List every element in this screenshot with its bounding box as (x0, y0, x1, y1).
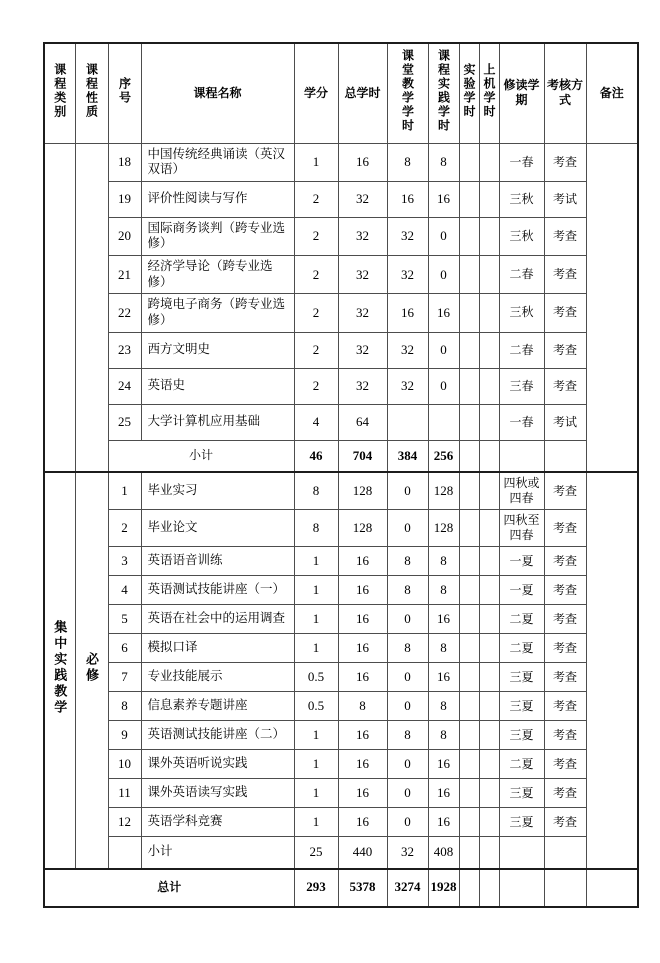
computer-hours-cell (479, 143, 499, 181)
classroom-hours-cell: 0 (387, 808, 428, 837)
total-hours-cell: 128 (338, 510, 387, 547)
computer-hours-cell (479, 472, 499, 510)
header-assessment: 考核方式 (544, 43, 586, 143)
credits-cell: 0.5 (294, 663, 338, 692)
practice-hours-cell: 8 (428, 692, 459, 721)
experiment-hours-cell (459, 837, 479, 869)
course-name-cell: 英语学科竞赛 (141, 808, 294, 837)
experiment-hours-cell (459, 869, 479, 907)
computer-hours-cell (479, 217, 499, 255)
header-credits: 学分 (294, 43, 338, 143)
course-row (44, 663, 638, 692)
course-name-cell: 毕业实习 (141, 472, 294, 510)
course-name-cell: 课外英语听说实践 (141, 750, 294, 779)
total-hours-cell: 16 (338, 721, 387, 750)
classroom-hours-cell: 0 (387, 692, 428, 721)
total-hours-cell: 16 (338, 779, 387, 808)
assessment-cell (544, 440, 586, 472)
header-practice-hours-label: 课程实践学时 (436, 49, 451, 134)
assessment-cell: 考查 (544, 808, 586, 837)
course-name-cell: 课外英语读写实践 (141, 779, 294, 808)
seq-cell: 24 (108, 368, 141, 404)
grand-total-total-hours-cell: 5378 (338, 869, 387, 907)
seq-cell: 9 (108, 721, 141, 750)
semester-cell: 二夏 (499, 634, 544, 663)
category-cell (44, 143, 75, 472)
credits-cell: 1 (294, 779, 338, 808)
semester-cell: 三夏 (499, 721, 544, 750)
semester-cell: 二春 (499, 256, 544, 294)
credits-cell: 1 (294, 634, 338, 663)
computer-hours-cell (479, 547, 499, 576)
computer-hours-cell (479, 440, 499, 472)
practice-hours-cell: 16 (428, 750, 459, 779)
seq-cell (108, 837, 141, 869)
practice-hours-cell: 16 (428, 181, 459, 217)
practice-hours-cell: 128 (428, 510, 459, 547)
assessment-cell: 考查 (544, 217, 586, 255)
practice-hours-cell: 16 (428, 779, 459, 808)
computer-hours-cell (479, 808, 499, 837)
practice-hours-cell: 16 (428, 663, 459, 692)
nature-cell (75, 143, 108, 472)
seq-cell: 10 (108, 750, 141, 779)
header-total-hours: 总学时 (338, 43, 387, 143)
practice-hours-cell: 16 (428, 294, 459, 332)
credits-cell: 2 (294, 368, 338, 404)
course-name-cell: 信息素养专题讲座 (141, 692, 294, 721)
seq-cell: 12 (108, 808, 141, 837)
computer-hours-cell (479, 332, 499, 368)
classroom-hours-cell: 0 (387, 510, 428, 547)
subtotal-label-cell: 小计 (108, 440, 294, 472)
course-row (44, 294, 638, 332)
semester-cell: 二春 (499, 332, 544, 368)
course-row (44, 605, 638, 634)
assessment-cell: 考查 (544, 294, 586, 332)
grand-total-credits-cell: 293 (294, 869, 338, 907)
table-body (44, 143, 638, 907)
semester-cell: 三夏 (499, 692, 544, 721)
header-practice-hours (428, 43, 459, 143)
header-row (44, 43, 638, 143)
credits-cell: 2 (294, 256, 338, 294)
course-name-cell: 英语测试技能讲座（二） (141, 721, 294, 750)
course-row (44, 750, 638, 779)
header-seq-label: 序号 (117, 77, 132, 106)
header-course-nature-label: 课程性质 (84, 63, 99, 120)
header-seq (108, 43, 141, 143)
course-row (44, 779, 638, 808)
grand-total-row (44, 869, 638, 907)
practice-hours-cell: 0 (428, 217, 459, 255)
computer-hours-cell (479, 721, 499, 750)
experiment-hours-cell (459, 143, 479, 181)
total-hours-cell: 32 (338, 294, 387, 332)
course-row (44, 181, 638, 217)
course-name-cell: 模拟口译 (141, 634, 294, 663)
subtotal-row (44, 440, 638, 472)
credits-cell: 1 (294, 143, 338, 181)
credits-cell: 1 (294, 808, 338, 837)
experiment-hours-cell (459, 750, 479, 779)
course-row (44, 576, 638, 605)
classroom-hours-cell (387, 404, 428, 440)
course-row (44, 404, 638, 440)
subtotal-credits-cell: 25 (294, 837, 338, 869)
course-name-cell: 专业技能展示 (141, 663, 294, 692)
assessment-cell: 考查 (544, 472, 586, 510)
subtotal-classroom-hours-cell: 384 (387, 440, 428, 472)
experiment-hours-cell (459, 692, 479, 721)
computer-hours-cell (479, 663, 499, 692)
course-name-cell: 中国传统经典诵读（英汉双语） (141, 143, 294, 181)
experiment-hours-cell (459, 181, 479, 217)
classroom-hours-cell: 8 (387, 721, 428, 750)
computer-hours-cell (479, 869, 499, 907)
total-hours-cell: 16 (338, 547, 387, 576)
assessment-cell: 考查 (544, 576, 586, 605)
total-hours-cell: 32 (338, 368, 387, 404)
practice-hours-cell: 8 (428, 143, 459, 181)
practice-hours-cell: 16 (428, 605, 459, 634)
course-name-cell: 英语语音训练 (141, 547, 294, 576)
header-computer-hours (479, 43, 499, 143)
seq-cell: 19 (108, 181, 141, 217)
subtotal-total-hours-cell: 704 (338, 440, 387, 472)
computer-hours-cell (479, 692, 499, 721)
semester-cell: 一春 (499, 404, 544, 440)
grand-total-practice-hours-cell: 1928 (428, 869, 459, 907)
seq-cell: 21 (108, 256, 141, 294)
seq-cell: 22 (108, 294, 141, 332)
header-course-category-label: 课程类别 (52, 63, 67, 120)
assessment-cell: 考查 (544, 510, 586, 547)
total-hours-cell: 32 (338, 332, 387, 368)
classroom-hours-cell: 32 (387, 368, 428, 404)
seq-cell: 7 (108, 663, 141, 692)
semester-cell: 三夏 (499, 663, 544, 692)
course-row (44, 256, 638, 294)
computer-hours-cell (479, 576, 499, 605)
seq-cell: 23 (108, 332, 141, 368)
classroom-hours-cell: 8 (387, 143, 428, 181)
semester-cell: 四秋或四春 (499, 472, 544, 510)
seq-cell: 8 (108, 692, 141, 721)
experiment-hours-cell (459, 547, 479, 576)
classroom-hours-cell: 16 (387, 294, 428, 332)
total-hours-cell: 16 (338, 576, 387, 605)
experiment-hours-cell (459, 368, 479, 404)
computer-hours-cell (479, 368, 499, 404)
assessment-cell: 考查 (544, 663, 586, 692)
seq-cell: 25 (108, 404, 141, 440)
experiment-hours-cell (459, 472, 479, 510)
classroom-hours-cell: 8 (387, 634, 428, 663)
practice-hours-cell: 128 (428, 472, 459, 510)
semester-cell (499, 837, 544, 869)
seq-cell: 6 (108, 634, 141, 663)
course-name-cell: 英语史 (141, 368, 294, 404)
seq-cell: 11 (108, 779, 141, 808)
credits-cell: 2 (294, 294, 338, 332)
semester-cell: 一夏 (499, 576, 544, 605)
subtotal-label-cell: 小计 (141, 837, 294, 869)
seq-cell: 4 (108, 576, 141, 605)
subtotal-practice-hours-cell: 256 (428, 440, 459, 472)
classroom-hours-cell: 8 (387, 547, 428, 576)
practice-hours-cell: 8 (428, 721, 459, 750)
computer-hours-cell (479, 404, 499, 440)
credits-cell: 2 (294, 332, 338, 368)
credits-cell: 1 (294, 605, 338, 634)
practice-hours-cell: 0 (428, 368, 459, 404)
semester-cell: 四秋至四春 (499, 510, 544, 547)
assessment-cell: 考查 (544, 256, 586, 294)
header-classroom-hours (387, 43, 428, 143)
course-row (44, 721, 638, 750)
seq-cell: 5 (108, 605, 141, 634)
practice-hours-cell (428, 404, 459, 440)
semester-cell: 二夏 (499, 605, 544, 634)
seq-cell: 20 (108, 217, 141, 255)
header-experiment-hours (459, 43, 479, 143)
computer-hours-cell (479, 181, 499, 217)
subtotal-row (44, 837, 638, 869)
total-hours-cell: 16 (338, 634, 387, 663)
experiment-hours-cell (459, 294, 479, 332)
semester-cell: 二夏 (499, 750, 544, 779)
classroom-hours-cell: 0 (387, 663, 428, 692)
semester-cell: 三夏 (499, 779, 544, 808)
semester-cell: 一夏 (499, 547, 544, 576)
seq-cell: 1 (108, 472, 141, 510)
header-course-category (44, 43, 75, 143)
experiment-hours-cell (459, 721, 479, 750)
total-hours-cell: 64 (338, 404, 387, 440)
semester-cell: 三秋 (499, 217, 544, 255)
course-row (44, 368, 638, 404)
assessment-cell: 考查 (544, 547, 586, 576)
total-hours-cell: 16 (338, 808, 387, 837)
assessment-cell (544, 869, 586, 907)
classroom-hours-cell: 8 (387, 576, 428, 605)
practice-hours-cell: 16 (428, 808, 459, 837)
course-name-cell: 跨境电子商务（跨专业选修） (141, 294, 294, 332)
course-row (44, 692, 638, 721)
remarks-cell (586, 472, 638, 869)
total-hours-cell: 128 (338, 472, 387, 510)
computer-hours-cell (479, 837, 499, 869)
assessment-cell: 考查 (544, 692, 586, 721)
semester-cell (499, 440, 544, 472)
credits-cell: 1 (294, 750, 338, 779)
credits-cell: 8 (294, 510, 338, 547)
classroom-hours-cell: 0 (387, 472, 428, 510)
credits-cell: 8 (294, 472, 338, 510)
computer-hours-cell (479, 294, 499, 332)
total-hours-cell: 32 (338, 181, 387, 217)
nature-label: 必修 (84, 652, 99, 685)
assessment-cell: 考查 (544, 143, 586, 181)
credits-cell: 0.5 (294, 692, 338, 721)
assessment-cell: 考试 (544, 404, 586, 440)
credits-cell: 1 (294, 547, 338, 576)
course-name-cell: 国际商务谈判（跨专业选修） (141, 217, 294, 255)
total-hours-cell: 16 (338, 663, 387, 692)
computer-hours-cell (479, 779, 499, 808)
course-row (44, 217, 638, 255)
experiment-hours-cell (459, 404, 479, 440)
credits-cell: 1 (294, 721, 338, 750)
subtotal-practice-hours-cell: 408 (428, 837, 459, 869)
header-computer-hours-label: 上机学时 (482, 63, 496, 120)
header-semester: 修读学期 (499, 43, 544, 143)
assessment-cell: 考查 (544, 721, 586, 750)
classroom-hours-cell: 32 (387, 217, 428, 255)
course-row (44, 510, 638, 547)
semester-cell (499, 869, 544, 907)
header-remarks: 备注 (586, 43, 638, 143)
header-experiment-hours-label: 实验学时 (462, 63, 476, 120)
course-row (44, 472, 638, 510)
remarks-cell (586, 869, 638, 907)
experiment-hours-cell (459, 808, 479, 837)
header-course-name: 课程名称 (141, 43, 294, 143)
course-name-cell: 毕业论文 (141, 510, 294, 547)
computer-hours-cell (479, 750, 499, 779)
seq-cell: 2 (108, 510, 141, 547)
assessment-cell (544, 837, 586, 869)
classroom-hours-cell: 32 (387, 256, 428, 294)
semester-cell: 一春 (499, 143, 544, 181)
practice-hours-cell: 8 (428, 634, 459, 663)
course-name-cell: 英语在社会中的运用调查 (141, 605, 294, 634)
semester-cell: 三秋 (499, 294, 544, 332)
experiment-hours-cell (459, 332, 479, 368)
total-hours-cell: 8 (338, 692, 387, 721)
grand-total-classroom-hours-cell: 3274 (387, 869, 428, 907)
experiment-hours-cell (459, 510, 479, 547)
assessment-cell: 考查 (544, 332, 586, 368)
classroom-hours-cell: 16 (387, 181, 428, 217)
assessment-cell: 考查 (544, 634, 586, 663)
total-hours-cell: 32 (338, 256, 387, 294)
computer-hours-cell (479, 510, 499, 547)
course-row (44, 332, 638, 368)
course-name-cell: 英语测试技能讲座（一） (141, 576, 294, 605)
curriculum-table (43, 42, 639, 908)
credits-cell: 4 (294, 404, 338, 440)
header-course-nature (75, 43, 108, 143)
classroom-hours-cell: 0 (387, 779, 428, 808)
total-hours-cell: 32 (338, 217, 387, 255)
remarks-cell (586, 143, 638, 472)
experiment-hours-cell (459, 576, 479, 605)
classroom-hours-cell: 32 (387, 332, 428, 368)
course-row (44, 547, 638, 576)
assessment-cell: 考查 (544, 368, 586, 404)
total-hours-cell: 16 (338, 605, 387, 634)
practice-hours-cell: 0 (428, 256, 459, 294)
assessment-cell: 考查 (544, 750, 586, 779)
computer-hours-cell (479, 256, 499, 294)
assessment-cell: 考查 (544, 779, 586, 808)
subtotal-credits-cell: 46 (294, 440, 338, 472)
classroom-hours-cell: 0 (387, 750, 428, 779)
experiment-hours-cell (459, 217, 479, 255)
course-name-cell: 经济学导论（跨专业选修） (141, 256, 294, 294)
experiment-hours-cell (459, 605, 479, 634)
course-row (44, 634, 638, 663)
subtotal-classroom-hours-cell: 32 (387, 837, 428, 869)
subtotal-total-hours-cell: 440 (338, 837, 387, 869)
nature-cell (75, 472, 108, 869)
credits-cell: 2 (294, 217, 338, 255)
practice-hours-cell: 8 (428, 547, 459, 576)
credits-cell: 1 (294, 576, 338, 605)
assessment-cell: 考查 (544, 605, 586, 634)
grand-total-label-cell: 总计 (44, 869, 294, 907)
semester-cell: 三春 (499, 368, 544, 404)
header-classroom-hours-label: 课堂教学学时 (400, 49, 415, 134)
practice-hours-cell: 0 (428, 332, 459, 368)
computer-hours-cell (479, 605, 499, 634)
course-name-cell: 西方文明史 (141, 332, 294, 368)
course-row (44, 143, 638, 181)
category-cell (44, 472, 75, 869)
semester-cell: 三秋 (499, 181, 544, 217)
experiment-hours-cell (459, 256, 479, 294)
computer-hours-cell (479, 634, 499, 663)
course-name-cell: 评价性阅读与写作 (141, 181, 294, 217)
course-name-cell: 大学计算机应用基础 (141, 404, 294, 440)
total-hours-cell: 16 (338, 750, 387, 779)
seq-cell: 18 (108, 143, 141, 181)
assessment-cell: 考试 (544, 181, 586, 217)
experiment-hours-cell (459, 663, 479, 692)
course-row (44, 808, 638, 837)
category-label: 集中实践教学 (52, 620, 68, 717)
credits-cell: 2 (294, 181, 338, 217)
seq-cell: 3 (108, 547, 141, 576)
semester-cell: 三夏 (499, 808, 544, 837)
classroom-hours-cell: 0 (387, 605, 428, 634)
practice-hours-cell: 8 (428, 576, 459, 605)
table-header (44, 43, 638, 143)
experiment-hours-cell (459, 634, 479, 663)
experiment-hours-cell (459, 779, 479, 808)
total-hours-cell: 16 (338, 143, 387, 181)
experiment-hours-cell (459, 440, 479, 472)
